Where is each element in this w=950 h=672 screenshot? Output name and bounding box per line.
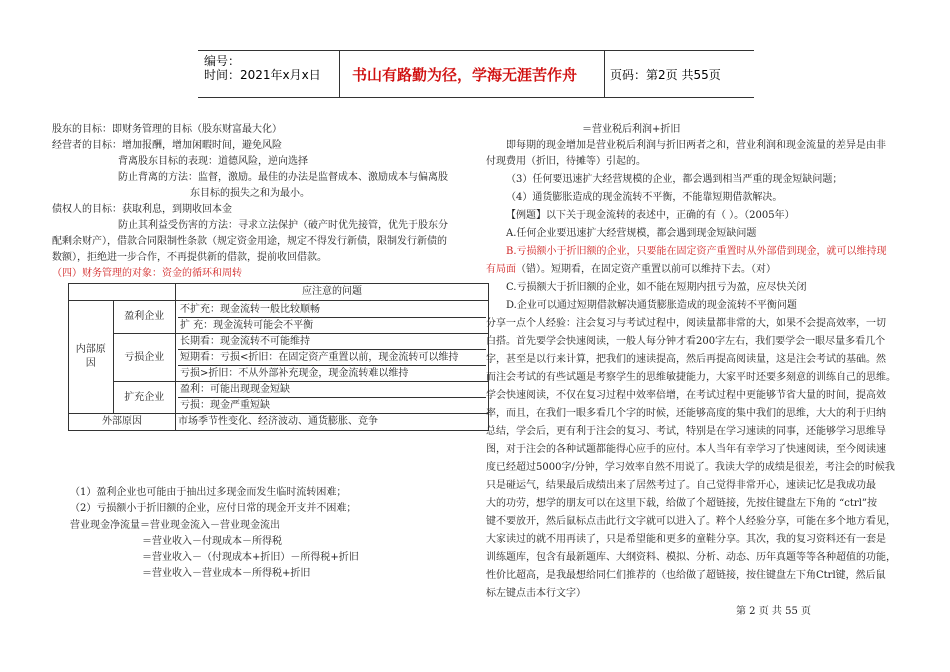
formula-line: ＝营业税后利润+折旧 xyxy=(582,124,681,135)
external-text: 市场季节性变化、经济波动、通货膨胀、竞争 xyxy=(176,414,489,431)
text-line: 即每期的现金增加是营业税后利润与折旧两者之和，营业利润和现金流量的差异是由非 xyxy=(506,140,886,151)
text-line: 债权人的目标：获取利息，到期收回本金 xyxy=(52,204,232,215)
note-line: （1）盈利企业也可能由于抽出过多现金而发生临时流转困难； xyxy=(70,487,347,498)
share-line: 键不要放开，然后鼠标点击此行文字就可以进入了。粹个人经验分享，可能在多个地方看见， xyxy=(486,516,896,527)
share-line: 度已经超过5000字/分钟，学习效率自然不用说了。我读大学的成绩是很差，考注会的时候我 xyxy=(486,462,895,473)
option-b-rest: （错）。短期看，在固定资产重置以前可以维持下去。（对） xyxy=(516,264,776,275)
row-item: 扩 充：现金流转可能会不平衡 xyxy=(180,319,314,331)
row-type: 盈利企业 xyxy=(113,301,176,334)
example-title: 【例题】以下关于现金流转的表述中，正确的有（ ）。（2005年） xyxy=(506,210,795,221)
header-id: 编号： xyxy=(204,54,241,68)
text-line: 防止背离的方法：监督，激励。最佳的办法是监督成本、激励成本与偏离股 xyxy=(118,172,448,183)
formula-line: 营业现金净流量＝营业现金流入－营业现金流出 xyxy=(70,520,280,531)
option-b-cont xyxy=(486,262,776,277)
table-header-row xyxy=(69,284,489,301)
option-d: D.企业可以通过短期借款解决通货膨胀造成的现金流转不平衡问题 xyxy=(506,300,797,311)
formula-line: ＝营业收入－付现成本－所得税 xyxy=(142,536,282,547)
share-line: 只是碰运气，结果最后成绩出来了居然考过了。自己觉得非常开心，速读记忆是我成功最 xyxy=(486,480,876,491)
cash-flow-table xyxy=(68,283,489,431)
group-external: 外部原因 xyxy=(69,414,176,431)
text-line: 股东的目标：即财务管理的目标（股东财富最大化） xyxy=(52,124,282,135)
row-type: 扩充企业 xyxy=(113,382,176,414)
share-line: 标左键点击本行文字） xyxy=(486,588,586,599)
share-line: 图，对于注会的各种试题都能得心应手的应付。本人当年有幸学习了快速阅读，至今阅读速 xyxy=(486,444,886,455)
formula-line: ＝营业收入－营业成本－所得税+折旧 xyxy=(142,568,311,579)
share-line: 白搭。首先要学会快速阅读，一般人每分钟才看200字左右，我们要学会一眼尽量多看几个 xyxy=(486,336,886,347)
row-item: 短期看：亏损<折旧：在固定资产重置以前，现金流转可以维持 xyxy=(178,350,486,366)
text-line: 防止其利益受伤害的方法：寻求立法保护（破产时优先接管，优先于股东分 xyxy=(118,220,448,231)
header-bottom-rule xyxy=(198,97,754,98)
share-line: 率，而且，在我们一眼多看几个字的时候，还能够高度的集中我们的思维，大大的利于归纳 xyxy=(486,408,886,419)
text-line: 背离股东目标的表现：道德风险，逆向选择 xyxy=(118,156,308,167)
option-b-red: 有局面 xyxy=(486,264,516,275)
row-item: 不扩充：现金流转一般比较顺畅 xyxy=(178,302,486,318)
text-line: 付现费用（折旧，待摊等）引起的。 xyxy=(486,156,646,167)
share-line: 学会快速阅读，不仅在复习过程中效率倍增，在考试过程中更能够节省大量的时间，提高效 xyxy=(486,390,886,401)
header-divider-left xyxy=(339,50,340,97)
row-item: 亏损：现金严重短缺 xyxy=(180,400,270,411)
table-row xyxy=(69,382,489,414)
header-top-rule xyxy=(198,50,754,51)
formula-line: ＝营业收入－（付现成本+折旧）－所得税+折旧 xyxy=(142,552,359,563)
share-line: 总结，学会后，更有利于注会的复习、考试，特别是在学习速读的同事，还能够学习思维导 xyxy=(486,426,886,437)
text-line: 数额），拒绝进一步合作，不再提供新的借款，提前收回借款。 xyxy=(52,252,327,263)
share-line: 性价比超高，是我最想给同仁们推荐的（也给做了超链接，按住键盘左下角Ctrl键，然后鼠 xyxy=(486,570,886,581)
row-item: 亏损>折旧：不从外部补充现金，现金流转难以维持 xyxy=(180,368,409,379)
share-line: 大家读过的就不用再读了，只是希望能和更多的童鞋分享。其次，我的复习资料还有一套是 xyxy=(486,534,886,545)
row-item: 长期看：现金流转不可能维持 xyxy=(178,334,486,350)
table-row xyxy=(69,414,489,431)
option-c: C.亏损额大于折旧额的企业，如不能在短期内扭亏为盈，应尽快关闭 xyxy=(506,282,807,293)
table-row xyxy=(69,301,489,334)
page-footer: 第 2 页 共 55 页 xyxy=(736,606,811,617)
header-time: 时间：2021年x月x日 xyxy=(204,68,321,82)
table-row xyxy=(69,334,489,382)
group-internal: 内部原因 xyxy=(69,301,114,414)
header-page: 页码：第2页 共55页 xyxy=(610,68,721,82)
text-line: 配剩余财产），借款合同限制性条款（规定资金用途，规定不得发行新债，限制发行新债的 xyxy=(52,236,447,247)
option-a: A.任何企业要迅速扩大经营规模，都会遇到现金短缺问题 xyxy=(506,228,757,239)
table-header: 应注意的问题 xyxy=(176,284,489,301)
row-item: 盈利：可能出现现金短缺 xyxy=(178,382,486,398)
text-line: （4）通货膨胀造成的现金流转不平衡，不能靠短期借款解决。 xyxy=(506,192,783,203)
text-line: 经营者的目标：增加报酬，增加闲暇时间，避免风险 xyxy=(52,140,282,151)
header-motto: 书山有路勤为径，学海无涯苦作舟 xyxy=(352,66,578,84)
section-title: （四）财务管理的对象：资金的循环和周转 xyxy=(52,268,242,279)
header-divider-right xyxy=(604,50,605,97)
share-line: 字，甚至是以行来计算，把我们的速读提高，然后再提高阅读量，这是注会考试的基础。然 xyxy=(486,354,886,365)
text-line: 东目标的损失之和为最小。 xyxy=(190,188,310,199)
share-line: 训练题库，包含有最新题库、大纲资料、模拟、分析、动态、历年真题等等各种超值的功能， xyxy=(486,552,896,563)
option-b: B.亏损额小于折旧额的企业，只要能在固定资产重置时从外部借到现金，就可以维持现 xyxy=(506,246,887,257)
text-line: （3）任何要迅速扩大经营规模的企业，都会遇到相当严重的现金短缺问题； xyxy=(506,174,843,185)
share-line: 分享一点个人经验：注会复习与考试过程中，阅读量都非常的大，如果不会提高效率，一切 xyxy=(486,318,886,329)
note-line: （2）亏损额小于折旧额的企业，应付日常的现金开支并不困难； xyxy=(70,503,357,514)
row-type: 亏损企业 xyxy=(113,334,176,382)
share-line: 而注会考试的有些试题是考察学生的思维敏捷能力，大家平时还要多刻意的训练自己的思维。 xyxy=(486,372,896,383)
share-line: 大的功劳，想学的朋友可以在这里下载，给做了个超链接，先按住键盘左下角的 “ctrl”按 xyxy=(486,498,878,509)
